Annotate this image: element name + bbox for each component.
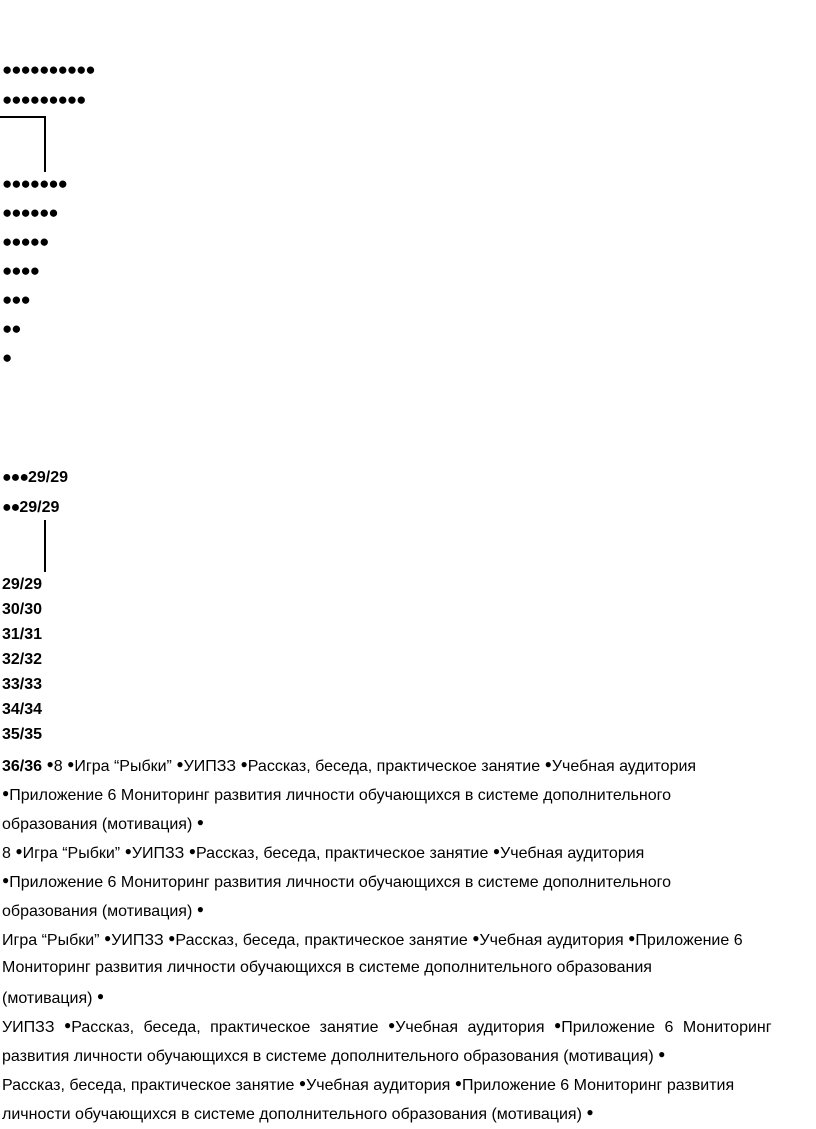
bullet: ● <box>67 757 75 771</box>
bullet-row: ●●● <box>2 290 30 309</box>
appendix-head: Приложение 6 <box>635 932 743 949</box>
bullet: ● <box>472 931 480 945</box>
text-line <box>2 837 814 868</box>
bullet: ● <box>196 902 204 916</box>
game: Игра “Рыбки” <box>22 845 121 862</box>
bullet: ● <box>492 844 501 858</box>
appendix-tail: образования (мотивация) <box>2 903 193 920</box>
vertical-divider <box>44 520 46 572</box>
text-line <box>2 1098 814 1129</box>
fraction-value: 29/29 <box>28 469 69 486</box>
text-line <box>2 750 814 781</box>
fraction: 31/31 <box>2 626 43 643</box>
lesson-type: УИПЗЗ <box>131 845 185 862</box>
game: Игра “Рыбки” <box>2 932 100 949</box>
methods: Рассказ, беседа, практическое занятие <box>247 758 541 775</box>
bullet: ● <box>124 844 132 858</box>
appendix: Приложение 6 Мониторинг развития личности обучающихся в системе дополнительного <box>9 787 671 804</box>
bullet: ● <box>188 844 197 858</box>
empty-cell-box <box>0 116 46 172</box>
venue: Учебная аудитория <box>500 845 645 862</box>
text-line <box>2 1040 814 1071</box>
bullet-row: ●●●● <box>2 261 40 280</box>
fraction-value: 29/29 <box>19 499 60 516</box>
appendix-tail: (мотивация) <box>2 990 93 1007</box>
bullet: ● <box>46 757 54 771</box>
text-line <box>2 866 814 897</box>
venue: Учебная аудитория <box>306 1077 451 1094</box>
text-line <box>2 895 814 926</box>
appendix-tail: личности обучающихся в системе дополнительного образования (мотивация) <box>2 1106 582 1123</box>
bullet: ● <box>2 786 10 800</box>
hours: 8 <box>53 758 63 775</box>
venue: Учебная аудитория <box>479 932 624 949</box>
bullet: ● <box>544 757 552 771</box>
dots-prefix: ●●● <box>2 469 28 486</box>
text-line <box>2 982 814 1013</box>
appendix-head: Приложение 6 Мониторинг <box>561 1019 772 1036</box>
bullet-row: ●●●●●●●●●● <box>2 60 95 79</box>
bullet: ● <box>2 873 10 887</box>
appendix-tail: развития личности обучающихся в системе дополнительного образования (мотивация) <box>2 1048 654 1065</box>
hours: 8 <box>2 845 11 862</box>
bullet: ● <box>388 1018 396 1032</box>
fraction: 35/35 <box>2 726 43 743</box>
appendix-head: Приложение 6 Мониторинг развития <box>462 1077 735 1094</box>
dots-prefix: ●● <box>2 499 20 516</box>
venue: Учебная аудитория <box>395 1019 545 1036</box>
fraction: 33/33 <box>2 676 43 693</box>
appendix-tail: образования (мотивация) <box>2 816 193 833</box>
bullet-row: ●●●●● <box>2 232 49 251</box>
fraction: 32/32 <box>2 651 43 668</box>
methods: Рассказ, беседа, практическое занятие <box>196 845 489 862</box>
bullet: ● <box>196 815 204 829</box>
bullet: ● <box>298 1076 307 1090</box>
bullet-row: ●●●●●●● <box>2 174 67 193</box>
bullet-row: ● <box>2 348 12 367</box>
text-line <box>2 1069 814 1100</box>
bullet: ● <box>586 1105 594 1119</box>
text-line <box>2 1011 814 1042</box>
venue: Учебная аудитория <box>551 758 697 775</box>
fraction: 29/29 <box>2 576 43 593</box>
text-line <box>2 808 814 839</box>
fraction-with-dots <box>2 498 59 518</box>
fraction: 30/30 <box>2 601 43 618</box>
bullet-row: ●●●●●● <box>2 203 58 222</box>
bullet: ● <box>176 757 184 771</box>
bullet: ● <box>628 931 636 945</box>
bullet: ● <box>553 1018 562 1032</box>
fraction-with-dots <box>2 468 68 488</box>
bullet: ● <box>96 989 105 1003</box>
text-line: Мониторинг развития личности обучающихся в системе дополнительного образования <box>2 959 652 976</box>
bullet: ● <box>240 757 248 771</box>
bullet: ● <box>103 931 112 945</box>
bullet-row: ●●●●●●●●● <box>2 90 86 109</box>
bullet: ● <box>454 1076 462 1090</box>
appendix: Приложение 6 Мониторинг развития личности обучающихся в системе дополнительного <box>9 874 671 891</box>
bullet: ● <box>15 844 23 858</box>
fraction: 36/36 <box>2 758 43 775</box>
bullet: ● <box>168 931 176 945</box>
methods: Рассказ, беседа, практическое занятие <box>2 1077 295 1094</box>
bullet: ● <box>658 1047 666 1061</box>
lesson-type: УИПЗЗ <box>2 1019 55 1036</box>
bullet: ● <box>63 1018 72 1032</box>
lesson-type: УИПЗЗ <box>183 758 237 775</box>
lesson-type: УИПЗЗ <box>111 932 164 949</box>
methods: Рассказ, беседа, практическое занятие <box>175 932 468 949</box>
text-line <box>2 924 814 955</box>
methods: Рассказ, беседа, практическое занятие <box>71 1019 379 1036</box>
game: Игра “Рыбки” <box>74 758 172 775</box>
bullet-row: ●● <box>2 319 21 338</box>
fraction: 34/34 <box>2 701 43 718</box>
text-line <box>2 779 814 810</box>
